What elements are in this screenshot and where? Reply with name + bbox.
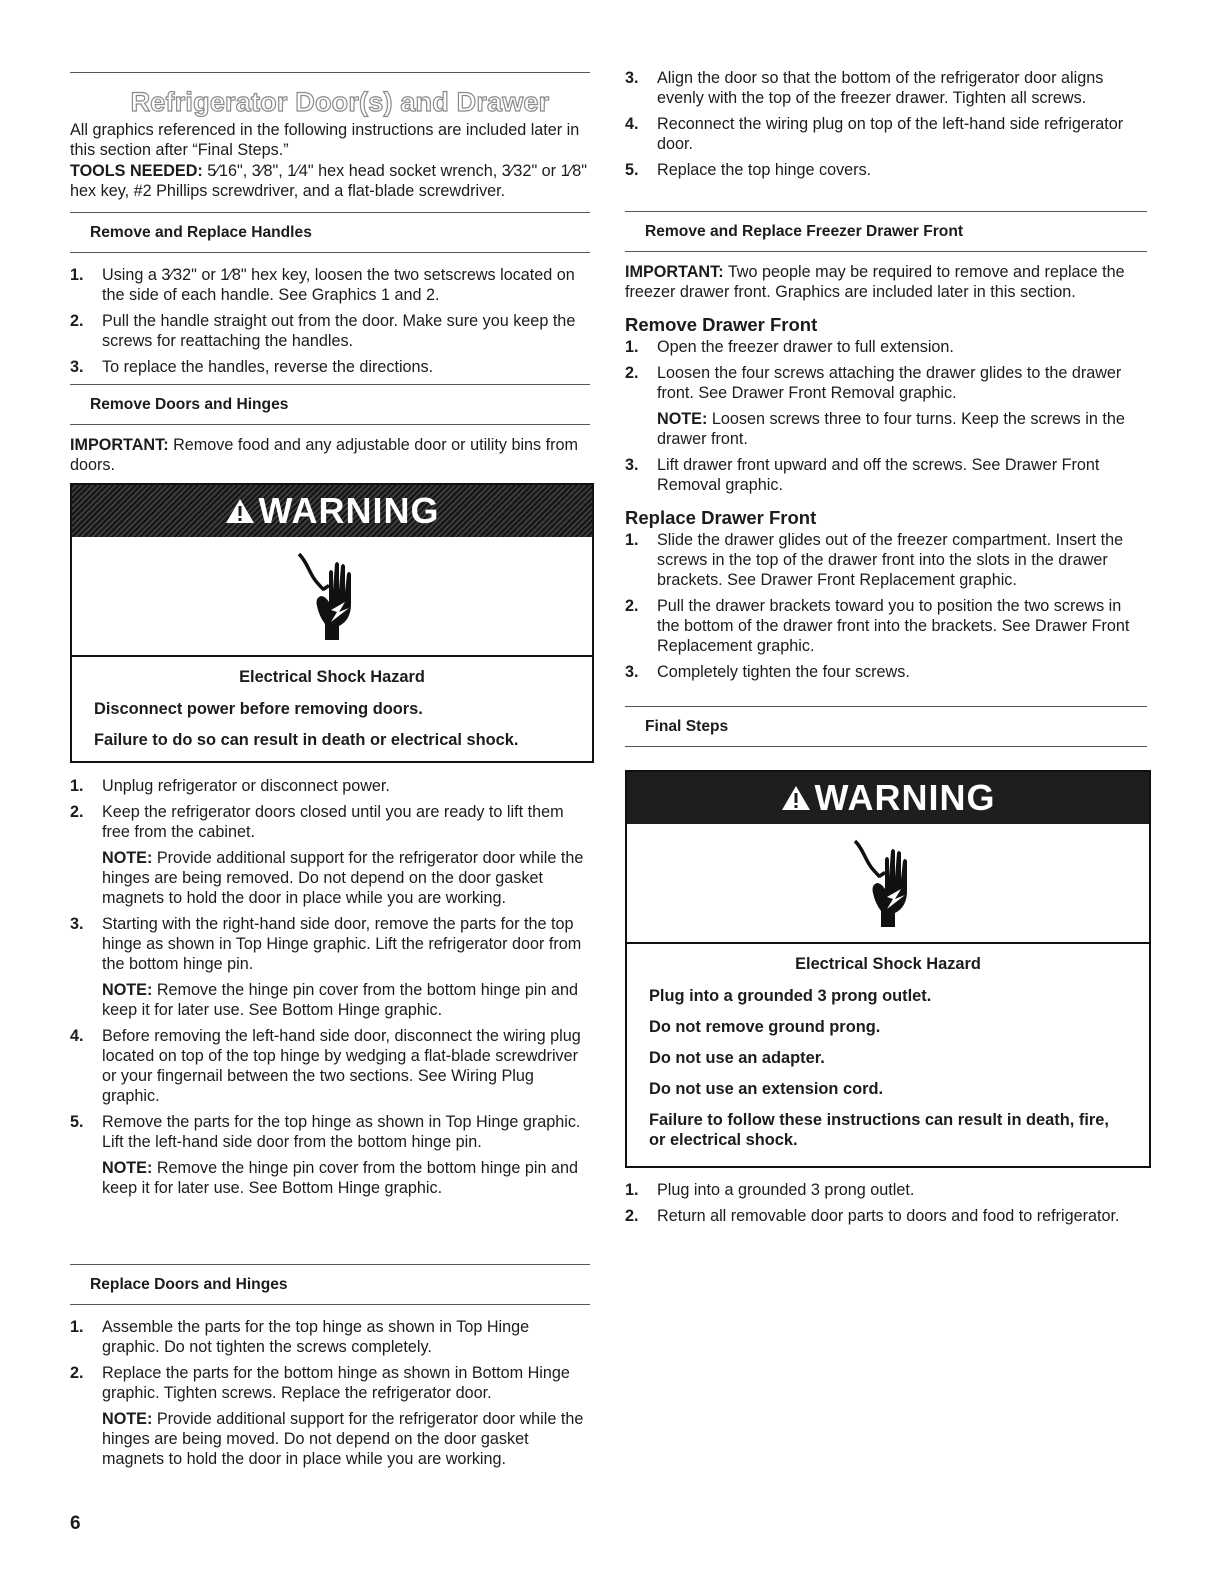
step-text: Loosen the four screws attaching the drawer glides to the drawer front. See Drawer Front Removal graphic. (657, 364, 1122, 402)
step-number: 1. (70, 1318, 84, 1336)
important-label: IMPORTANT: (625, 263, 724, 281)
note-text: Remove the hinge pin cover from the bottom hinge pin and keep it for later use. See Bottom Hinge graphic. (102, 981, 578, 1019)
list-item (625, 530, 1147, 590)
note-label: NOTE: (102, 981, 153, 999)
replace-drawer-steps (625, 530, 1147, 682)
step-text: Plug into a grounded 3 prong outlet. (657, 1181, 915, 1199)
list-item (70, 776, 590, 796)
important-label: IMPORTANT: (70, 436, 169, 454)
section-heading: Final Steps (625, 706, 1147, 747)
step-text: Assemble the parts for the top hinge as shown in Top Hinge graphic. Do not tighten the screws completely. (102, 1318, 530, 1356)
list-item (625, 1206, 1147, 1226)
step-number: 5. (625, 161, 639, 179)
final-steps-list (625, 1180, 1147, 1226)
step-number: 3. (625, 69, 639, 87)
list-item (70, 1026, 590, 1106)
list-item (70, 357, 590, 377)
subheading-remove-drawer: Remove Drawer Front (625, 314, 818, 335)
warning-banner (627, 772, 1149, 824)
page-number: 6 (70, 1513, 81, 1534)
note-text: Loosen screws three to four turns. Keep the screws in the drawer front. (657, 410, 1125, 448)
warning-title: WARNING (814, 777, 996, 818)
warning-box-final (625, 770, 1151, 1168)
step-number: 1. (625, 1181, 639, 1199)
section-handles (70, 212, 590, 383)
section-heading: Remove Doors and Hinges (70, 384, 590, 425)
step-text: Completely tighten the four screws. (657, 663, 910, 681)
replace-doors-continued (625, 68, 1147, 186)
list-item (625, 337, 1147, 357)
step-text: Slide the drawer glides out of the freezer compartment. Insert the screws in the top of the drawer front into the slots in the drawer brackets. See Drawer Front Replacement graphic. (657, 531, 1124, 589)
step-number: 2. (625, 364, 639, 382)
list-item (70, 311, 590, 351)
note-label: NOTE: (102, 1410, 153, 1428)
section-heading: Remove and Replace Freezer Drawer Front (625, 211, 1147, 252)
warning-box-doors (70, 483, 594, 763)
step-number: 1. (625, 531, 639, 549)
warning-triangle-icon (781, 784, 811, 812)
page-title: Refrigerator Door(s) and Drawer (130, 87, 550, 117)
step-number: 3. (70, 358, 84, 376)
section-heading: Remove and Replace Handles (70, 212, 590, 253)
step-text: Starting with the right-hand side door, remove the parts for the top hinge as shown in Top Hinge graphic. Lift the refrigerator door from the bottom hinge pin. (102, 915, 582, 973)
list-item (625, 68, 1147, 108)
step-number: 1. (70, 777, 84, 795)
warning-body (72, 657, 592, 762)
step-text: Pull the handle straight out from the door. Make sure you keep the screws for reattaching the handles. (102, 312, 576, 350)
section-freezer-drawer (625, 211, 1147, 688)
step-note (102, 1158, 590, 1198)
step-note (102, 980, 590, 1020)
step-text: Open the freezer drawer to full extension. (657, 338, 954, 356)
step-note (102, 1409, 590, 1469)
important-note (70, 435, 590, 475)
step-text: Lift drawer front upward and off the screws. See Drawer Front Removal graphic. (657, 456, 1100, 494)
warning-body (627, 944, 1149, 1162)
step-text: Unplug refrigerator or disconnect power. (102, 777, 390, 795)
tools-label: TOOLS NEEDED: (70, 162, 203, 180)
step-number: 4. (625, 115, 639, 133)
step-text: Remove the parts for the top hinge as shown in Top Hinge graphic. Lift the left-hand side door from the bottom hinge pin. (102, 1113, 581, 1151)
list-item (625, 455, 1147, 495)
list-item (625, 114, 1147, 154)
subheading-replace-drawer: Replace Drawer Front (625, 507, 817, 528)
step-text: Return all removable door parts to doors and food to refrigerator. (657, 1207, 1120, 1225)
remove-doors-steps-block (70, 776, 590, 1204)
step-text: Replace the top hinge covers. (657, 161, 872, 179)
section-heading: Replace Doors and Hinges (70, 1264, 590, 1305)
warning-line: Failure to do so can result in death or electrical shock. (94, 731, 519, 749)
section-remove-doors (70, 384, 590, 475)
step-number: 2. (70, 803, 84, 821)
list-item (625, 662, 1147, 682)
warning-line: Disconnect power before removing doors. (94, 700, 423, 718)
shock-hazard-icon (627, 824, 1149, 944)
final-steps-block (625, 1180, 1147, 1232)
step-text: Replace the parts for the bottom hinge as shown in Bottom Hinge graphic. Tighten screws. Replace the refrigerator door. (102, 1364, 570, 1402)
list-item (625, 160, 1147, 180)
step-number: 3. (70, 915, 84, 933)
step-number: 1. (625, 338, 639, 356)
hazard-title: Electrical Shock Hazard (239, 668, 425, 686)
list-item (70, 1317, 590, 1357)
warning-line: Do not use an adapter. (649, 1049, 825, 1067)
step-number: 2. (70, 312, 84, 330)
step-number: 3. (625, 663, 639, 681)
tools-text: 5⁄16", 3⁄8", 1⁄4" hex head socket wrench, 3⁄32" or 1⁄8" hex key, #2 Phillips screwdriver, and a flat-blade screwdriver. (70, 162, 588, 200)
step-text: Before removing the left-hand side door, disconnect the wiring plug located on top of the top hinge by wedging a flat-blade screwdriver or your fingernail between the two sections. See Wiring Plug graphic. (102, 1027, 581, 1105)
remove-drawer-steps (625, 337, 1147, 495)
note-label: NOTE: (657, 410, 708, 428)
step-number: 4. (70, 1027, 84, 1045)
list-item (70, 1112, 590, 1198)
step-number: 2. (625, 1207, 639, 1225)
warning-banner (72, 485, 592, 537)
section-replace-doors (70, 1264, 590, 1475)
warning-line: Do not remove ground prong. (649, 1018, 881, 1036)
list-item (625, 596, 1147, 656)
tools-needed (70, 161, 590, 201)
hazard-title: Electrical Shock Hazard (795, 955, 981, 973)
remove-doors-steps (70, 776, 590, 1198)
step-number: 5. (70, 1113, 84, 1131)
title-rule (70, 72, 590, 73)
note-text: Provide additional support for the refrigerator door while the hinges are being moved. Do not depend on the door gasket magnets to hold the door in place while you are working. (102, 1410, 584, 1468)
list-item (70, 802, 590, 908)
step-text: Align the door so that the bottom of the refrigerator door aligns evenly with the top of the freezer drawer. Tighten all screws. (657, 69, 1104, 107)
replace-doors-steps (70, 1317, 590, 1469)
list-item (625, 363, 1147, 449)
step-number: 1. (70, 266, 84, 284)
list-item (625, 1180, 1147, 1200)
intro-block (70, 120, 590, 201)
warning-title: WARNING (258, 490, 440, 531)
intro-text: All graphics referenced in the following instructions are included later in this section after “Final Steps.” (70, 121, 580, 159)
step-text: Pull the drawer brackets toward you to position the two screws in the bottom of the drawer front into the brackets. See Drawer Front Replacement graphic. (657, 597, 1130, 655)
section-final-steps (625, 706, 1147, 747)
step-text: Using a 3⁄32" or 1⁄8" hex key, loosen the two setscrews located on the side of each handle. See Graphics 1 and 2. (102, 266, 575, 304)
step-number: 3. (625, 456, 639, 474)
note-label: NOTE: (102, 849, 153, 867)
warning-triangle-icon (225, 497, 255, 525)
step-text: Keep the refrigerator doors closed until you are ready to lift them free from the cabinet. (102, 803, 564, 841)
important-text: Two people may be required to remove and replace the freezer drawer front. Graphics are included later in this section. (625, 263, 1125, 301)
note-text: Remove the hinge pin cover from the bottom hinge pin and keep it for later use. See Bottom Hinge graphic. (102, 1159, 578, 1197)
list-item (70, 1363, 590, 1469)
important-note (625, 262, 1147, 302)
note-text: Provide additional support for the refrigerator door while the hinges are being removed. Do not depend on the door gasket magnets to hold the door in place while you are working. (102, 849, 584, 907)
important-text: Remove food and any adjustable door or utility bins from doors. (70, 436, 579, 474)
list-item (70, 914, 590, 1020)
handles-steps (70, 265, 590, 377)
step-number: 2. (70, 1364, 84, 1382)
step-number: 2. (625, 597, 639, 615)
replace-doors-steps-continued (625, 68, 1147, 180)
shock-hazard-icon (72, 537, 592, 657)
warning-line: Do not use an extension cord. (649, 1080, 884, 1098)
step-note (102, 848, 590, 908)
step-text: To replace the handles, reverse the directions. (102, 358, 434, 376)
list-item (70, 265, 590, 305)
step-text: Reconnect the wiring plug on top of the left-hand side refrigerator door. (657, 115, 1124, 153)
note-label: NOTE: (102, 1159, 153, 1177)
step-note (657, 409, 1147, 449)
warning-line: Plug into a grounded 3 prong outlet. (649, 987, 932, 1005)
warning-line: Failure to follow these instructions can result in death, fire, or electrical shock. (649, 1111, 1109, 1149)
